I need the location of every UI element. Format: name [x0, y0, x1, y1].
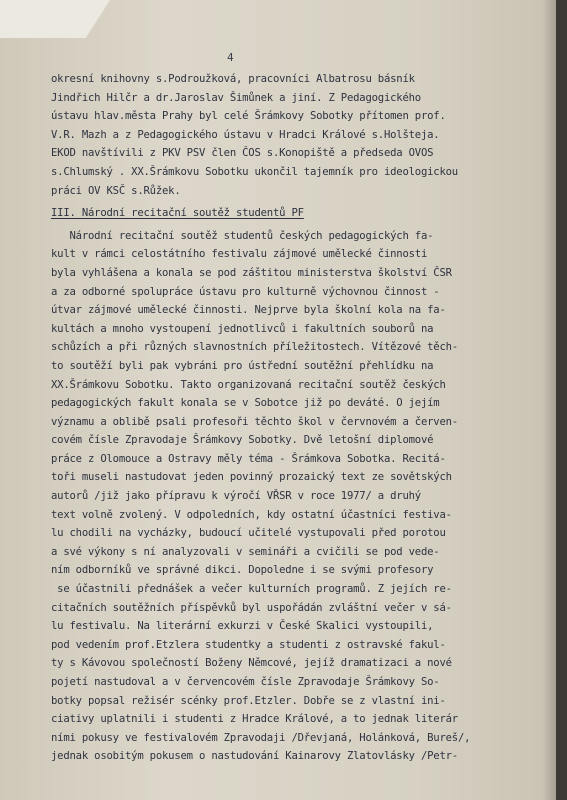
paragraph-1 — [51, 70, 551, 200]
text-line: lu chodili na vycházky, budoucí učitelé vystupovali před porotou — [51, 527, 446, 540]
text-line: významu a oblibě psali profesoři těchto škol v červnovém a červen- — [51, 415, 458, 428]
text-line: EKOD navštívili z PKV PSV člen ČOS s.Konopiště a předseda OVOS — [51, 147, 434, 160]
paragraph-2 — [51, 227, 551, 766]
text-line: ústavu hlav.města Prahy byl celé Šrámkovy Sobotky přítomen prof. — [51, 110, 446, 123]
text-line: kult v rámci celostátního festivalu zájmové umělecké činnosti — [51, 248, 428, 261]
text-line: práci OV KSČ s.Růžek. — [51, 184, 181, 197]
text-line: jednak osobitým pokusem o nastudování Kainarovy Zlatovlásky /Petr- — [51, 750, 458, 763]
text-line: Národní recitační soutěž studentů českých pedagogických fa- — [51, 229, 434, 242]
text-line: citačních soutěžních příspěvků byl uspořádán zvláštní večer v sá- — [51, 601, 452, 614]
text-line: pedagogických fakult konala se v Sobotce již po deváté. O jejím — [51, 397, 440, 410]
text-line: a za odborné spolupráce ústavu pro kulturně výchovnou činnost - — [51, 285, 440, 298]
text-line: ciativy uplatnili i studenti z Hradce Králové, a to jednak literár — [51, 713, 458, 726]
section-heading: III. Národní recitační soutěž studentů PF — [51, 207, 304, 220]
text-line: útvar zájmové umělecké činnosti. Nejprve byla školní kola na fa- — [51, 304, 446, 317]
text-line: schůzích a při různých slavnostních příležitostech. Vítězové těch- — [51, 341, 458, 354]
text-line: okresní knihovny s.Podroužková, pracovníci Albatrosu básník — [51, 73, 415, 85]
text-line: kultách a mnoho vystoupení jednotlivců i fakultních souborů na — [51, 322, 434, 335]
text-line: covém čísle Zpravodaje Šrámkovy Sobotky. Dvě letošní diplomové — [51, 434, 434, 447]
text-line: text volně zvolený. V odpoledních, kdy ostatní účastníci festiva- — [51, 508, 452, 521]
text-line: práce z Olomouce a Ostravy měly téma - Šrámkova Sobotka. Recitá- — [51, 452, 446, 465]
text-line: pojetí nastudoval a v červencovém čísle Zpravodaje Šrámkovy So- — [51, 676, 440, 688]
text-line: ními pokusy ve festivalovém Zpravodaji /Dřevjaná, Holánková, Bureš/, — [51, 731, 471, 744]
text-line: s.Chlumský . XX.Šrámkovu Sobotku ukončil tajemník pro ideologickou — [51, 165, 458, 178]
document-body — [51, 70, 551, 766]
text-line: autorů /již jako přípravu k výročí VŘSR v roce 1977/ a druhý — [51, 490, 421, 503]
page-number: 4 — [227, 51, 234, 64]
folded-paper-corner — [0, 0, 110, 38]
text-line: botky popsal režisér scénky prof.Etzler. Dobře se z vlastní ini- — [51, 694, 446, 707]
text-line: to soutěží byli pak vybráni pro ústřední soutěžní přehlídku na — [51, 359, 434, 372]
text-line: ty s Kávovou společností Boženy Němcové, jejíž dramatizaci a nové — [51, 657, 452, 670]
text-line: Jindřich Hilčr a dr.Jaroslav Šimůnek a jiní. Z Pedagogického — [51, 91, 421, 104]
text-line: a své výkony s ní analyzovali v semináři a cvičili se pod vede- — [51, 545, 440, 558]
text-line: byla vyhlášena a konala se pod záštitou ministerstva školství ČSR — [51, 266, 452, 279]
text-line: pod vedením prof.Etzlera studentky a studenti z ostravské fakul- — [51, 638, 446, 651]
text-line: toři museli nastudovat jeden povinný prozaický text ze sovětských — [51, 471, 452, 484]
text-line: XX.Šrámkovu Sobotku. Takto organizovaná recitační soutěž českých — [51, 378, 446, 391]
text-line: lu festivalu. Na literární exkurzi v České Skalici vystoupili, — [51, 620, 434, 633]
text-line: ním odborníků ve správné dikci. Dopoledne i se svými profesory — [51, 564, 434, 577]
text-line: se účastnili přednášek a večer kulturních programů. Z jejích re- — [51, 583, 452, 596]
text-line: V.R. Mazh a z Pedagogického ústavu v Hradci Králové s.Holšteja. — [51, 128, 440, 141]
